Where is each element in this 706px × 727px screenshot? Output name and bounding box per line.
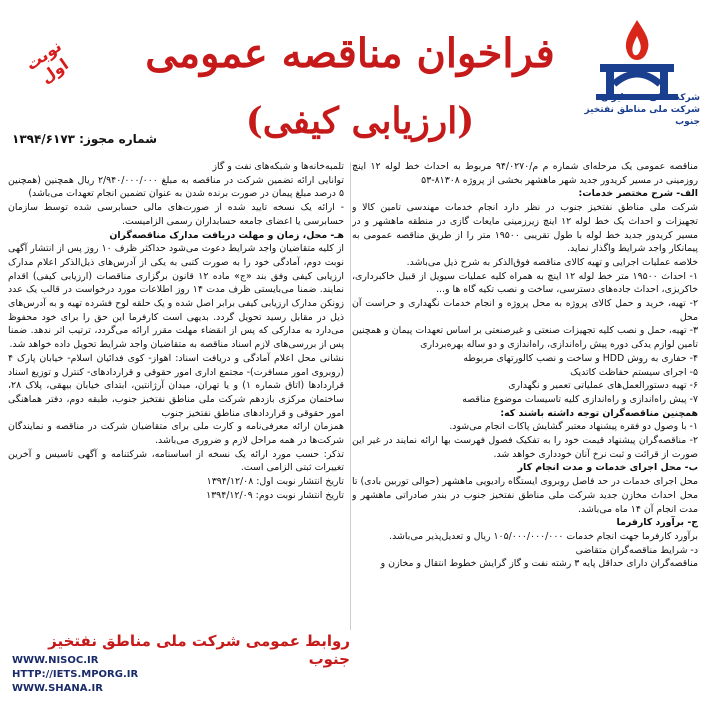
paragraph: تاریخ انتشار نوبت دوم: ۱۳۹۴/۱۲/۰۹ [206,489,344,501]
paragraph: ۱- احداث ۱۹۵۰۰ متر خط لوله ۱۲ اینچ به همراه کلیه عملیات سیویل از قبیل خاکبرداری، خاکریزی، احداث جاده‌های دسترسی، ساخت و نصب تکیه گاه ها و... [352,270,698,296]
section-heading: ب- محل اجرای خدمات و مدت انجام کار [517,462,698,474]
section-heading: ج- برآورد کارفرما [616,517,698,529]
section-heading: الف- شرح مختصر خدمات: [578,188,698,200]
notice-title: فراخوان مناقصه عمومی [145,30,555,77]
paragraph: ۲- مناقصه‌گران پیشنهاد قیمت خود را به تفکیک فصول فهرست بها ارائه نمایند در غیر این صورت از قرائت و ثبت نرخ آنان خودداری خواهد شد. [352,435,698,460]
org-line-1: شرکت ملی نفت ایران [600,93,700,103]
right-column-text [352,160,698,726]
paragraph: از کلیه متقاضیان واجد شرایط دعوت می‌شود حداکثر ظرف ۱۰ روز پس از انتشار آگهی نوبت دوم، آمادگی خود را به صورت کتبی به یکی از آدرس‌های ذیل‌الذکر اعلام مدارک ارزیابی کیفی وفق بند «ج» ماده ۱۲ قانون برگزاری مناقصات (ارزیابی کیفی) اقدام نمایند. ضمنا می‌بایستی ظرف مدت ۱۴ روز اطلاعات مورد درخواست در قالب یک عدد زونکن مدارک ارزیابی کیفی برابر اصل شده و یک حلقه لوح فشرده تهیه و به آدرس‌های ذیل در مقابل رسید تحویل گردد. بدیهی است کارفرما این حق را برای خود محفوظ می‌دارد به مدارکی که پس از انقضاء مهلت مقرر ارائه می‌گردد، ترتیب اثر ندهد. ضمنا پس از بررسی‌های لازم اسناد مناقصه به متقاضیان واجد شرایط تحویل داده خواهد شد. [8,243,344,351]
public-relations-signature: روابط عمومی شرکت ملی مناطق نفتخیز جنوب [48,632,350,668]
website-links [12,654,212,696]
permit-number: شماره مجوز: ۱۳۹۴/۶۱۷۳ [12,132,157,146]
column-divider [350,162,351,630]
paragraph: ۲- تهیه، خرید و حمل کالای پروژه به محل پروژه و انجام خدمات نگهداری و حراست آن محل [352,298,698,323]
paragraph: - ارائه یک نسخه تایید شده از صورت‌های مالی حسابرسی شده توسط سازمان حسابرسی یا اعضای جامعه حسابداران رسمی الزامیست. [8,202,344,227]
website-link[interactable]: HTTP://IETS.MPORG.IR [12,669,139,680]
paragraph: خلاصه عملیات اجرایی و تهیه کالای مناقصه فوق‌الذکر به شرح ذیل می‌باشد. [406,256,698,268]
paragraph: مناقصه عمومی یک مرحله‌ای شماره م م/۹۴/۰۲۷۰ مربوط به احداث خط لوله ۱۲ اینچ روزمینی در مسیر کریدور جدید شهر ماهشهر بخشی از پروژه ۸۱۳۰۸-۵۳ [352,161,698,186]
org-name [560,92,700,128]
paragraph: برآورد کارفرما جهت انجام خدمات ۱۰۵/۰۰۰/۰۰۰/۰۰۰ ریال و تعدیل‌پذیر می‌باشد. [389,530,698,542]
paragraph: توانایی ارائه تضمین شرکت در مناقصه به مبلغ ۲/۹۴۰/۰۰۰/۰۰۰ ریال همچنین (همچنین ۵ درصد مبلغ پیمان در صورت برنده شدن به عنوان تضمین انجام تعهدات می‌باشد) [8,174,344,200]
website-link[interactable]: WWW.NISOC.IR [12,655,99,666]
paragraph: تلمبه‌خانه‌ها و شبکه‌های نفت و گاز [212,161,344,172]
notice-subtitle: (ارزیابی کیفی) [245,100,475,142]
paragraph: ۷- پیش راه‌اندازی و راه‌اندازی کلیه تاسیسات موضوع مناقصه [462,393,698,405]
paragraph: مناقصه‌گران دارای حداقل پایه ۳ رشته نفت و گاز گرایش خطوط انتقال و مخازن و [380,558,698,570]
paragraph: ۵- اجرای سیستم حفاظت کاتدیک [570,366,698,378]
section-heading: هـ- محل، زمان و مهلت دریافت مدارک مناقصه‌گران [109,229,344,241]
paragraph: ۴- حفاری به روش HDD و ساخت و نصب کالورتهای مربوطه [463,352,698,364]
notice-header [0,0,706,160]
paragraph: محل اجرای خدمات در حد فاصل روبروی ایستگاه رادیویی ماهشهر (حوالی توربین بادی) تا محل احداث مخازن جدید شرکت ملی مناطق نفتخیز جنوب در بندر صادراتی ماهشهر و مدت انجام آن ۱۴ ماه می‌باشد. [352,476,698,515]
round-stamp: نوبت اول [22,36,72,87]
website-link[interactable]: WWW.SHANA.IR [12,683,103,694]
paragraph: همزمان ارائه معرفی‌نامه و کارت ملی برای متقاضیان شرکت در مناقصه و نمایندگان شرکت‌ها در همه مراحل لازم و ضروری می‌باشد. [8,421,344,447]
paragraph: ۳- تهیه، حمل و نصب کلیه تجهیزات صنعتی و غیرصنعتی بر اساس تعهدات پیمان و همچنین تامین لوازم یدکی دوره پیش راه‌اندازی، راه‌اندازی و دو ساله بهره‌برداری [352,325,698,351]
paragraph: تاریخ انتشار نوبت اول: ۱۳۹۴/۱۲/۰۸ [206,476,344,488]
paragraph: ۱- با وصول دو فقره پیشنهاد معتبر گشایش پاکات انجام می‌شود. [449,421,698,433]
section-heading: همچنین مناقصه‌گران توجه داشته باشند که: [500,407,698,419]
paragraph: ۶- تهیه دستورالعمل‌های عملیاتی تعمیر و نگهداری [508,380,698,392]
paragraph: د- شرایط مناقصه‌گران متقاضی [575,544,698,556]
left-column-text [8,160,344,630]
org-line-2: شرکت ملی مناطق نفتخیز جنوب [584,105,700,127]
paragraph: نشانی محل اعلام آمادگی و دریافت اسناد: اهواز- کوی فدائیان اسلام- خیابان پارک ۴ (روبروی امور مسافرت)- مجتمع اداری امور حقوقی و قراردادهای- کنترل و توزیع اسناد قراردادها (اتاق شماره ۱) و یا تهران، میدان آرژانتین، ابتدای خیابان بیهقی، پلاک ۲۸، ساختمان مرکزی بازدهم شرکت ملی مناطق نفتخیز جنوب، طبقه دوم، دفتر هماهنگی امور حقوقی و قراردادهای مناطق نفتخیز جنوب [8,352,344,419]
paragraph: تذکر: حسب مورد ارائه یک نسخه از اساسنامه، شرکتنامه و آگهی تاسیس و آخرین تغییرات ثبتی الزامی است. [8,448,344,474]
paragraph: شرکت ملی مناطق نفتخیز جنوب در نظر دارد انجام خدمات مهندسی تامین کالا و تجهیزات و احداث یک خط لوله ۱۲ اینچ زیرزمینی مایعات گازی در منطقه ماهشهر و در مسیر کریدور جدید خط لوله با طول تقریبی ۱۹۵۰۰ متر را از طریق مناقصه عمومی به پیمانکار واجد شرایط واگذار نماید. [352,202,698,255]
